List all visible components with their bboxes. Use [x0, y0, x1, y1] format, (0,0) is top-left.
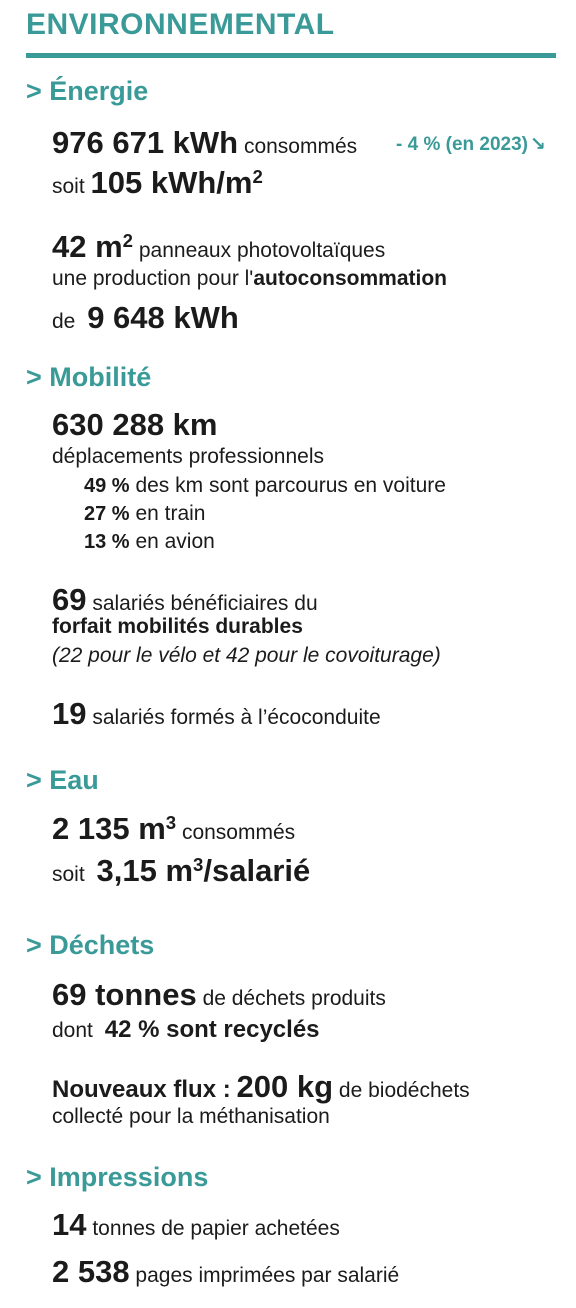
energy-consumption-text: consommés	[243, 135, 358, 158]
waste-tonnes-value: 69 tonnes	[52, 977, 197, 1012]
waste-flux-label: Nouveaux flux :	[52, 1076, 231, 1103]
mode-text: des km sont parcourus en voiture	[135, 474, 446, 497]
page-title: ENVIRONNEMENTAL	[26, 8, 335, 41]
mode-percent: 49 %	[84, 475, 130, 497]
eco-text: salariés formés à l’écoconduite	[92, 706, 381, 729]
section-heading-mobilite: > Mobilité	[26, 362, 152, 392]
forfait-text: salariés bénéficiaires du	[92, 592, 318, 615]
energy-per-m2-line	[52, 167, 263, 198]
trend-down-arrow-icon: ↘	[530, 134, 546, 155]
paper-text: tonnes de papier achetées	[92, 1217, 340, 1240]
mobility-mode-car	[84, 475, 446, 496]
section-heading-impressions: > Impressions	[26, 1162, 209, 1192]
water-per-employee-line	[52, 855, 310, 886]
production-de-label: de	[52, 310, 76, 333]
eco-line	[52, 698, 381, 729]
paper-value: 14	[52, 1207, 87, 1242]
forfait-line	[52, 584, 318, 615]
paper-line	[52, 1209, 340, 1240]
pages-line	[52, 1256, 399, 1287]
waste-recycled-value: 42 % sont recyclés	[104, 1016, 320, 1043]
water-soit-label: soit	[52, 863, 85, 886]
waste-dont-label: dont	[52, 1019, 93, 1042]
production-value-line	[52, 302, 239, 333]
mobility-mode-plane	[84, 531, 215, 552]
forfait-bold: forfait mobilités durables	[52, 615, 303, 638]
section-heading-eau: > Eau	[26, 765, 99, 795]
waste-flux-text: de biodéchets	[338, 1079, 470, 1102]
section-heading-dechets: > Déchets	[26, 930, 155, 960]
panels-line	[52, 231, 385, 262]
waste-flux-line	[52, 1071, 470, 1102]
pages-value: 2 538	[52, 1254, 130, 1289]
eco-value: 19	[52, 696, 87, 731]
mode-text: en avion	[135, 530, 215, 553]
production-text: une production pour l'	[52, 267, 254, 290]
energy-trend-text: - 4 % (en 2023)	[396, 134, 528, 155]
mobility-distance-line	[52, 409, 217, 440]
title-divider	[26, 53, 556, 58]
energy-per-m2-value: 105 kWh/$m^2$	[90, 165, 263, 200]
mode-percent: 27 %	[84, 503, 130, 525]
energy-consumption-line	[52, 127, 357, 158]
mode-percent: 13 %	[84, 531, 130, 553]
waste-tonnes-line	[52, 979, 386, 1010]
waste-tonnes-text: de déchets produits	[202, 987, 386, 1010]
production-value: 9 648 kWh	[87, 300, 239, 335]
mobility-distance-text: déplacements professionnels	[52, 445, 324, 468]
waste-recycled-line	[52, 1018, 320, 1042]
panels-text: panneaux photovoltaïques	[138, 239, 386, 262]
mobility-mode-train	[84, 503, 205, 524]
pages-text: pages imprimées par salarié	[135, 1264, 400, 1287]
energy-consumption-value: 976 671 kWh	[52, 125, 239, 160]
energy-soit-label: soit	[52, 175, 85, 198]
water-volume-value: 2 135 $m^3$	[52, 811, 177, 846]
water-per-employee-value: 3,15 $m^3$/salarié	[96, 853, 311, 888]
waste-flux-detail: collecté pour la méthanisation	[52, 1105, 330, 1128]
panels-value: 42 $m^2$	[52, 229, 134, 264]
forfait-detail: (22 pour le vélo et 42 pour le covoiturage)	[52, 644, 441, 667]
water-volume-line	[52, 813, 295, 844]
energy-trend	[396, 133, 546, 156]
production-line	[52, 268, 447, 289]
water-volume-text: consommés	[181, 821, 296, 844]
forfait-value: 69	[52, 582, 87, 617]
waste-flux-value: 200 kg	[236, 1069, 334, 1104]
mobility-distance-value: 630 288 km	[52, 407, 218, 442]
production-bold: autoconsommation	[253, 267, 448, 290]
mode-text: en train	[135, 502, 206, 525]
section-heading-energie: > Énergie	[26, 76, 149, 106]
